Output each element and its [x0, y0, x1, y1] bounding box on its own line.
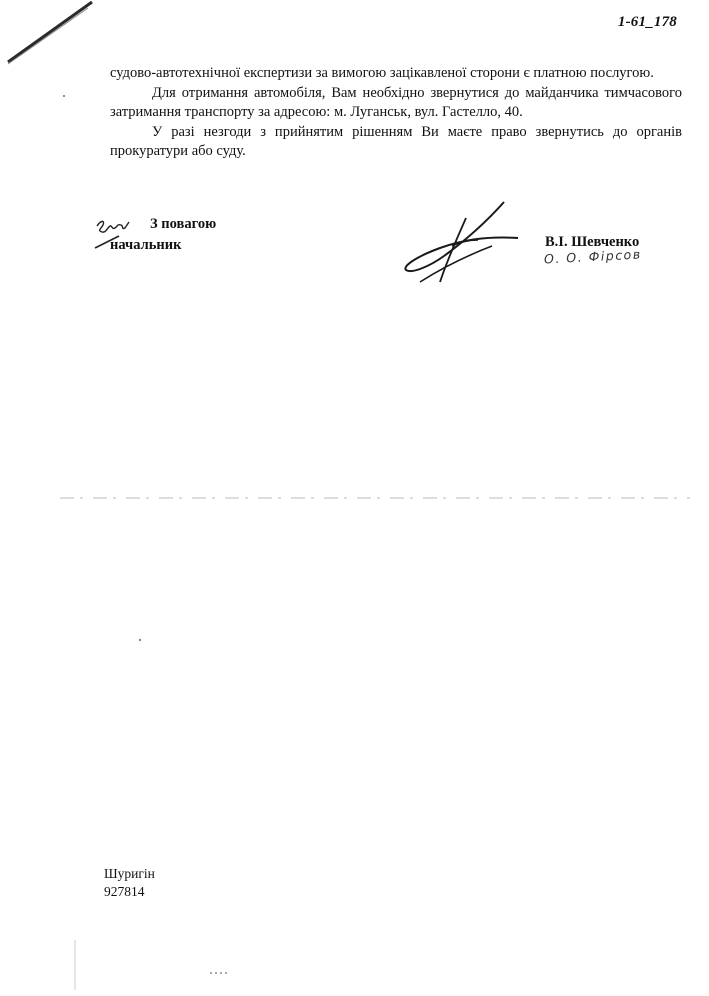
scan-corner-fold [0, 0, 100, 70]
closing-block [110, 214, 216, 256]
executor-name: Шуригін [104, 866, 155, 881]
closing-position: начальник [110, 237, 182, 253]
executor-phone: 927814 [104, 884, 145, 899]
handwritten-signature [400, 196, 520, 288]
paragraph: Для отримання автомобіля, Вам необхідно звернутися до майданчика тимчасового затримання транспорту за адресою: м. Луганськ, вул. Гастелло, 40. [110, 84, 682, 120]
closing-regards: З повагою [150, 216, 217, 232]
letter-body [110, 64, 682, 162]
paragraph: У разі незгоди з прийнятим рішенням Ви маєте право звернутись до органів прокуратури або суду. [110, 123, 682, 159]
signer-name: В.І. Шевченко [545, 234, 640, 250]
executor-block [104, 865, 155, 901]
paragraph: судово-автотехнічної експертизи за вимогою зацікавленої сторони є платною послугою. [110, 65, 654, 81]
document-id: 1-61_178 [617, 14, 677, 30]
handwritten-annotation-right: О. О. Фірсов [543, 246, 642, 267]
